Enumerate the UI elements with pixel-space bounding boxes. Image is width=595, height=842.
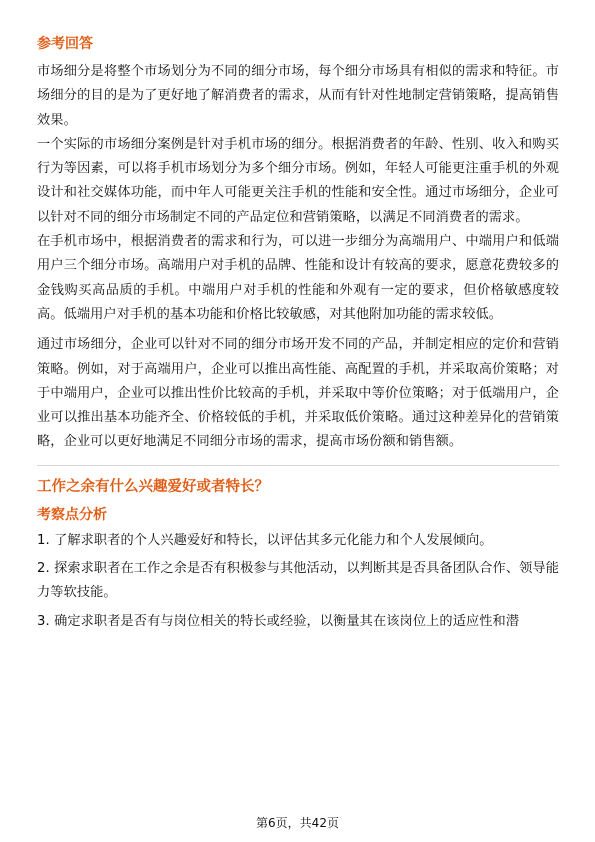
answer-paragraph: 在手机市场中，根据消费者的需求和行为，可以进一步细分为高端用户、中端用户和低端用户三个细分市场。高端用户对手机的品牌、性能和设计有较高的要求，愿意花费较多的金钱购买高品质的手机。中端用户对手机的性能和外观有一定的要求，但价格敏感度较高。低端用户对手机的基本功能和价格比较敏感，对其他附加功能的需求较低。: [37, 234, 559, 322]
answer-paragraph: 通过市场细分，企业可以针对不同的细分市场开发不同的产品，并制定相应的定价和营销策略。例如，对于高端用户，企业可以推出高性能、高配置的手机，并采取高价策略；对于中端用户，企业可以推出性价比较高的手机，并采取中等价位策略；对于低端用户，企业可以推出基本功能齐全、价格较低的手机，并采取低价策略。通过这种差异化的营销策略，企业可以更好地满足不同细分市场的需求，提高市场份额和销售额。: [37, 337, 559, 450]
answer-paragraph: 一个实际的市场细分案例是针对手机市场的细分。根据消费者的年龄、性别、收入和购买行为等因素，可以将手机市场划分为多个细分市场。例如，年轻人可能更注重手机的外观设计和社交媒体功能，而中年人可能更关注手机的性能和安全性。通过市场细分，企业可以针对不同的细分市场制定不同的产品定位和营销策略，以满足不同消费者的需求。: [37, 136, 559, 225]
analysis-point: 1. 了解求职者的个人兴趣爱好和特长，以评估其多元化能力和个人发展倾向。: [37, 532, 493, 548]
analysis-point: 3. 确定求职者是否有与岗位相关的特长或经验，以衡量其在该岗位上的适应性和潜: [37, 613, 520, 629]
page-content: [37, 34, 559, 634]
analysis-point: 2. 探索求职者在工作之余是否有积极参与其他活动，以判断其是否具备团队合作、领导能力等软技能。: [37, 561, 559, 601]
answer-paragraph: 市场细分是将整个市场划分为不同的细分市场，每个细分市场具有相似的需求和特征。市场细分的目的是为了更好地了解消费者的需求，从而有针对性地制定营销策略，提高销售效果。: [37, 64, 559, 128]
interview-question: 工作之余有什么兴趣爱好或者特长？: [37, 478, 269, 495]
analysis-heading: 考察点分析: [37, 506, 107, 523]
page-number: 第6页，共42页: [256, 816, 339, 830]
answer-heading: 参考回答: [37, 36, 93, 52]
